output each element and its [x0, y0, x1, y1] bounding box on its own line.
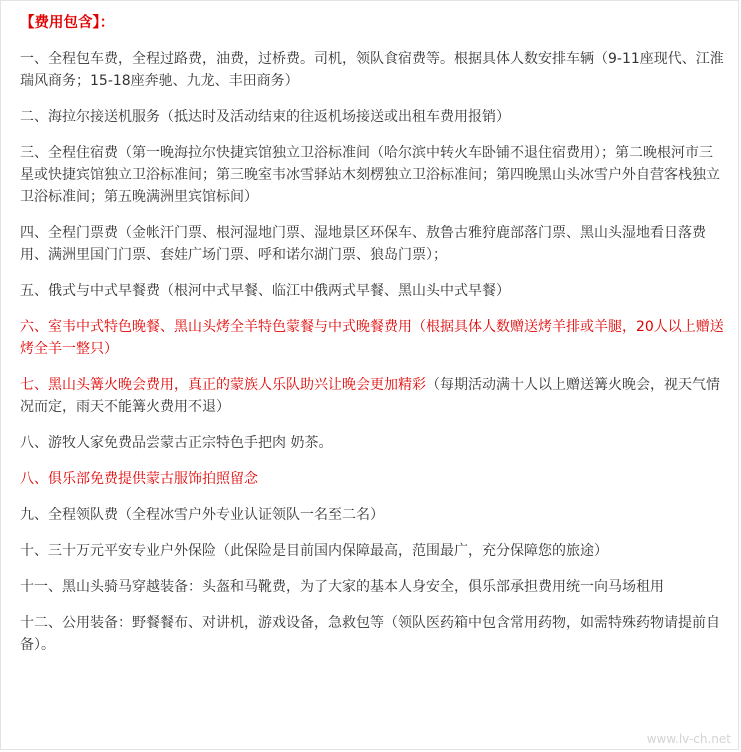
fee-item-5: 五、俄式与中式早餐费（根河中式早餐、临江中俄两式早餐、黑山头中式早餐）: [20, 283, 510, 299]
fee-item-7-note: （每期活动满十人以上赠送篝火晚会，视天气情况而定，雨天不能篝火费用不退）: [20, 377, 720, 415]
fee-item-12: 十二、公用装备：野餐餐布、对讲机，游戏设备，急救包等（领队医药箱中包含常用药物，如需特殊药物请提前自备）。: [20, 615, 720, 653]
fee-item-11: 十一、黑山头骑马穿越装备：头盔和马靴费，为了大家的基本人身安全，俱乐部承担费用统一向马场租用: [20, 579, 664, 595]
watermark: www.lv-ch.net: [646, 732, 731, 746]
section-title: 【费用包含】：: [20, 15, 115, 31]
fee-item-7-text: 七、黑山头篝火晚会费用，真正的蒙族人乐队助兴让晚会更加精彩: [20, 377, 426, 393]
fee-item-4: 四、全程门票费（金帐汗门票、根河湿地门票、湿地景区环保车、敖鲁古雅狩鹿部落门票、黑山头湿地看日落费用、满洲里国门门票、套娃广场门票、呼和诺尔湖门票、狼岛门票）；: [20, 225, 706, 263]
fee-item-3: 三、全程住宿费（第一晚海拉尔快捷宾馆独立卫浴标准间（哈尔滨中转火车卧铺不退住宿费用）；第二晚根河市三星或快捷宾馆独立卫浴标准间；第三晚室韦冰雪驿站木刻楞独立卫浴标准间；第四晚黑山头冰雪户外自营客栈独立卫浴标准间；第五晚满洲里宾馆标间）: [20, 145, 720, 205]
fee-item-10: 十、三十万元平安专业户外保险（此保险是目前国内保障最高，范围最广，充分保障您的旅途）: [20, 543, 608, 559]
fee-included-section: [20, 12, 726, 670]
fee-item-7-highlight: [20, 374, 726, 418]
fee-item-8b-highlight: 八、俱乐部免费提供蒙古服饰拍照留念: [20, 471, 258, 487]
fee-item-8: 八、游牧人家免费品尝蒙古正宗特色手把肉 奶茶。: [20, 435, 333, 451]
fee-item-9: 九、全程领队费（全程冰雪户外专业认证领队一名至二名）: [20, 507, 384, 523]
fee-item-1: 一、全程包车费，全程过路费，油费，过桥费。司机，领队食宿费等。根据具体人数安排车辆（9-11座现代、江淮瑞风商务；15-18座奔驰、九龙、丰田商务）: [20, 51, 724, 89]
fee-item-6-highlight: 六、室韦中式特色晚餐、黑山头烤全羊特色蒙餐与中式晚餐费用（根据具体人数赠送烤羊排或羊腿，20人以上赠送烤全羊一整只）: [20, 319, 724, 357]
fee-item-2: 二、海拉尔接送机服务（抵达时及活动结束的往返机场接送或出租车费用报销）: [20, 109, 510, 125]
